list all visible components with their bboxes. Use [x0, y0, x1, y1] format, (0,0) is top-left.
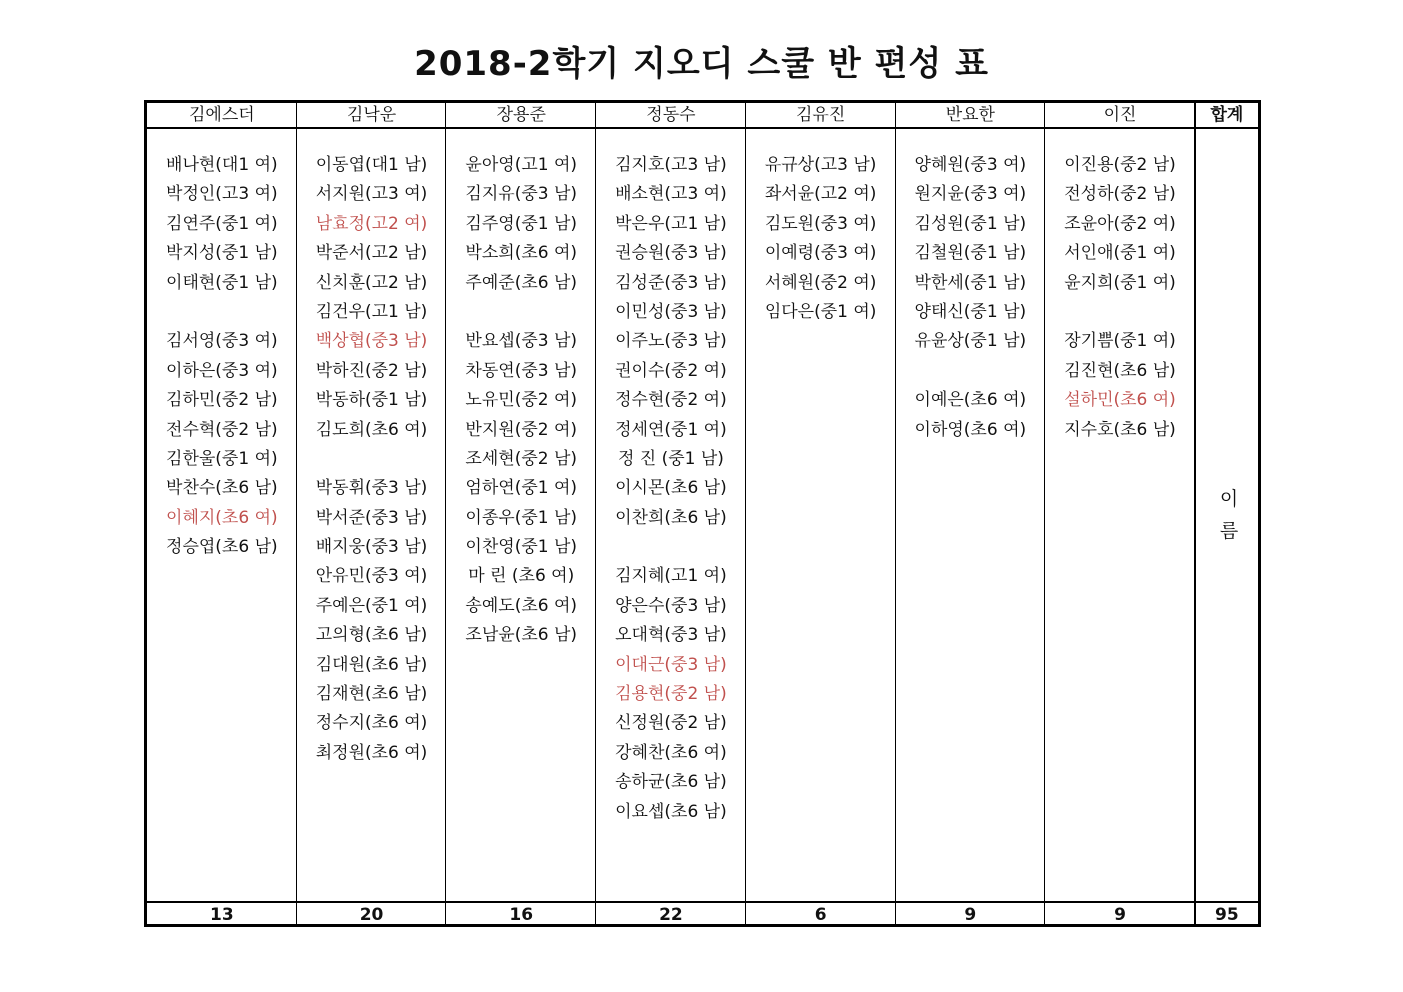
student-name: 이시몬(초6 남) — [615, 478, 727, 499]
student-name: 김성원(중1 남) — [914, 213, 1027, 234]
student-name: 박정인(고3 여) — [166, 184, 278, 205]
student-name: 김재현(초6 남) — [315, 684, 428, 705]
student-name: 오대혁(중3 남) — [615, 625, 727, 646]
student-name: 서혜원(중2 여) — [764, 272, 877, 293]
student-name: 차동연(중3 남) — [465, 360, 578, 381]
student-name: 이예은(초6 여) — [914, 390, 1027, 411]
student-name: 윤지희(중1 여) — [1064, 272, 1176, 293]
student-name: 전수혁(중2 남) — [166, 419, 278, 440]
student-name: 박동휘(중3 남) — [315, 478, 428, 499]
student-list — [896, 151, 1046, 445]
student-name: 김지혜(고1 여) — [615, 566, 727, 587]
student-name: 엄하연(중1 여) — [465, 478, 578, 499]
header-teacher: 반요한 — [945, 105, 995, 125]
student-name: 김용현(중2 남) — [615, 684, 727, 705]
student-name: 노유민(중2 여) — [465, 390, 578, 411]
student-name: 김한울(중1 여) — [166, 448, 278, 469]
class-roster-table — [144, 100, 1261, 927]
student-name: 이종우(중1 남) — [465, 507, 578, 528]
student-name: 이찬영(중1 남) — [465, 537, 578, 558]
student-name: 박한세(중1 남) — [914, 272, 1027, 293]
student-name: 배나현(대1 여) — [166, 155, 278, 175]
student-name: 반요셉(중3 남) — [465, 331, 578, 352]
header-teacher: 이진 — [1103, 105, 1137, 125]
student-name: 송하균(초6 남) — [615, 772, 727, 793]
student-name: 주예은(중1 여) — [315, 595, 428, 616]
student-name: 신정원(중2 남) — [615, 713, 727, 734]
page-title: 2018-2학기 지오디 스쿨 반 편성 표 — [414, 44, 989, 84]
student-name: 조세현(중2 남) — [465, 448, 578, 469]
student-name: 정세연(중1 여) — [615, 419, 727, 440]
student-name: 박지성(중1 남) — [166, 243, 278, 264]
group-spacer — [896, 357, 1046, 386]
student-name: 박소희(초6 여) — [465, 243, 578, 264]
student-name: 김지유(중3 남) — [465, 184, 578, 205]
student-name: 정 진 (중1 남) — [617, 448, 724, 469]
vertical-label-char: 이 — [1219, 488, 1239, 510]
student-name: 유윤상(중1 남) — [914, 331, 1027, 352]
student-list — [1045, 151, 1195, 445]
student-list — [446, 151, 596, 651]
student-name: 박서준(중3 남) — [315, 507, 428, 528]
student-name: 남효정(고2 여) — [315, 213, 428, 234]
column-total: 22 — [659, 905, 683, 925]
student-name: 이동엽(대1 남) — [315, 155, 428, 175]
student-name: 장기쁨(중1 여) — [1064, 331, 1176, 352]
student-name: 고의형(초6 남) — [315, 625, 428, 646]
column-total: 6 — [814, 905, 827, 925]
student-name: 이하은(중3 여) — [166, 360, 278, 381]
column-total: 9 — [964, 905, 977, 925]
student-name: 박동하(중1 남) — [315, 390, 428, 411]
group-spacer — [596, 533, 746, 562]
student-list — [147, 151, 297, 562]
student-list — [596, 151, 746, 827]
student-name: 이민성(중3 남) — [615, 301, 727, 322]
student-name: 박찬수(초6 남) — [166, 478, 278, 499]
student-name: 이주노(중3 남) — [615, 331, 727, 352]
student-name: 백상협(중3 남) — [315, 331, 428, 352]
student-name: 박준서(고2 남) — [315, 243, 428, 264]
header-total: 합계 — [1210, 105, 1244, 125]
student-name: 조윤아(중2 여) — [1064, 213, 1176, 234]
column-total: 20 — [359, 905, 384, 925]
column-total: 13 — [210, 905, 234, 925]
group-spacer — [1045, 298, 1195, 327]
student-name: 지수호(초6 남) — [1064, 419, 1176, 440]
student-name: 정수지(초6 여) — [315, 713, 428, 734]
student-name: 전성하(중2 남) — [1064, 184, 1176, 205]
student-name: 최정원(초6 여) — [315, 742, 428, 763]
student-name: 윤아영(고1 여) — [465, 155, 578, 175]
student-name: 임다은(중1 여) — [764, 301, 877, 322]
header-divider — [147, 127, 1258, 129]
student-name: 반지원(중2 여) — [465, 419, 578, 440]
header-teacher: 김낙운 — [346, 105, 397, 125]
student-name: 이진용(중2 남) — [1064, 155, 1176, 175]
student-name: 좌서윤(고2 여) — [764, 184, 877, 205]
student-name: 조남윤(초6 남) — [465, 625, 578, 646]
student-name: 김성준(중3 남) — [615, 272, 727, 293]
header-teacher: 장용준 — [496, 105, 546, 125]
column-total: 9 — [1114, 905, 1126, 925]
student-name: 김진현(초6 남) — [1064, 360, 1176, 381]
student-name: 이태현(중1 남) — [166, 272, 278, 293]
group-spacer — [297, 445, 447, 474]
student-name: 신치훈(고2 남) — [315, 272, 428, 293]
student-name: 배지웅(중3 남) — [315, 537, 428, 558]
student-list — [297, 151, 447, 768]
grand-total: 95 — [1215, 905, 1239, 925]
student-name: 이대근(중3 남) — [615, 654, 727, 675]
header-teacher: 정동수 — [646, 105, 696, 125]
student-name: 서인애(중1 여) — [1064, 243, 1176, 264]
student-name: 안유민(중3 여) — [315, 566, 428, 587]
group-spacer — [446, 298, 596, 327]
student-name: 이요셉(초6 남) — [615, 801, 727, 822]
student-name: 이혜지(초6 여) — [166, 507, 278, 528]
student-name: 송예도(초6 여) — [465, 595, 578, 616]
student-name: 김서영(중3 여) — [166, 331, 278, 352]
student-name: 주예준(초6 남) — [465, 272, 578, 293]
student-name: 정승엽(초6 남) — [166, 537, 278, 558]
student-name: 김도희(초6 여) — [315, 419, 428, 440]
student-name: 양태신(중1 남) — [914, 301, 1027, 322]
student-name: 김지호(고3 남) — [615, 155, 727, 175]
total-column-label — [1197, 483, 1261, 547]
student-name: 유규상(고3 남) — [764, 155, 877, 175]
student-name: 양은수(중3 남) — [615, 595, 727, 616]
student-name: 김연주(중1 여) — [166, 213, 278, 234]
student-name: 김건우(고1 남) — [315, 301, 428, 322]
student-name: 박하진(중2 남) — [315, 360, 428, 381]
vertical-label-char: 름 — [1219, 520, 1239, 542]
student-name: 이하영(초6 여) — [914, 419, 1027, 440]
header-teacher: 김에스더 — [188, 105, 255, 125]
student-name: 김철원(중1 남) — [914, 243, 1027, 264]
student-name: 이찬희(초6 남) — [615, 507, 727, 528]
group-spacer — [147, 298, 297, 327]
student-name: 양혜원(중3 여) — [914, 155, 1027, 175]
student-name: 권승원(중3 남) — [615, 243, 727, 264]
student-name: 마 린 (초6 여) — [468, 566, 575, 587]
column-total: 16 — [509, 905, 534, 925]
student-name: 설하민(초6 여) — [1064, 390, 1176, 411]
student-name: 김도원(중3 여) — [764, 213, 877, 234]
student-name: 서지원(고3 여) — [315, 184, 428, 205]
student-name: 권이수(중2 여) — [615, 360, 727, 381]
student-name: 배소현(고3 여) — [615, 184, 727, 205]
student-name: 정수현(중2 여) — [615, 390, 727, 411]
student-name: 강혜찬(초6 여) — [615, 742, 727, 763]
student-list — [746, 151, 896, 327]
student-name: 박은우(고1 남) — [615, 213, 727, 234]
student-name: 원지윤(중3 여) — [914, 184, 1027, 205]
header-teacher: 김유진 — [796, 105, 846, 125]
student-name: 이예령(중3 여) — [764, 243, 877, 264]
student-name: 김대원(초6 남) — [315, 654, 428, 675]
student-name: 김하민(중2 남) — [166, 390, 278, 411]
student-name: 김주영(중1 남) — [465, 213, 578, 234]
